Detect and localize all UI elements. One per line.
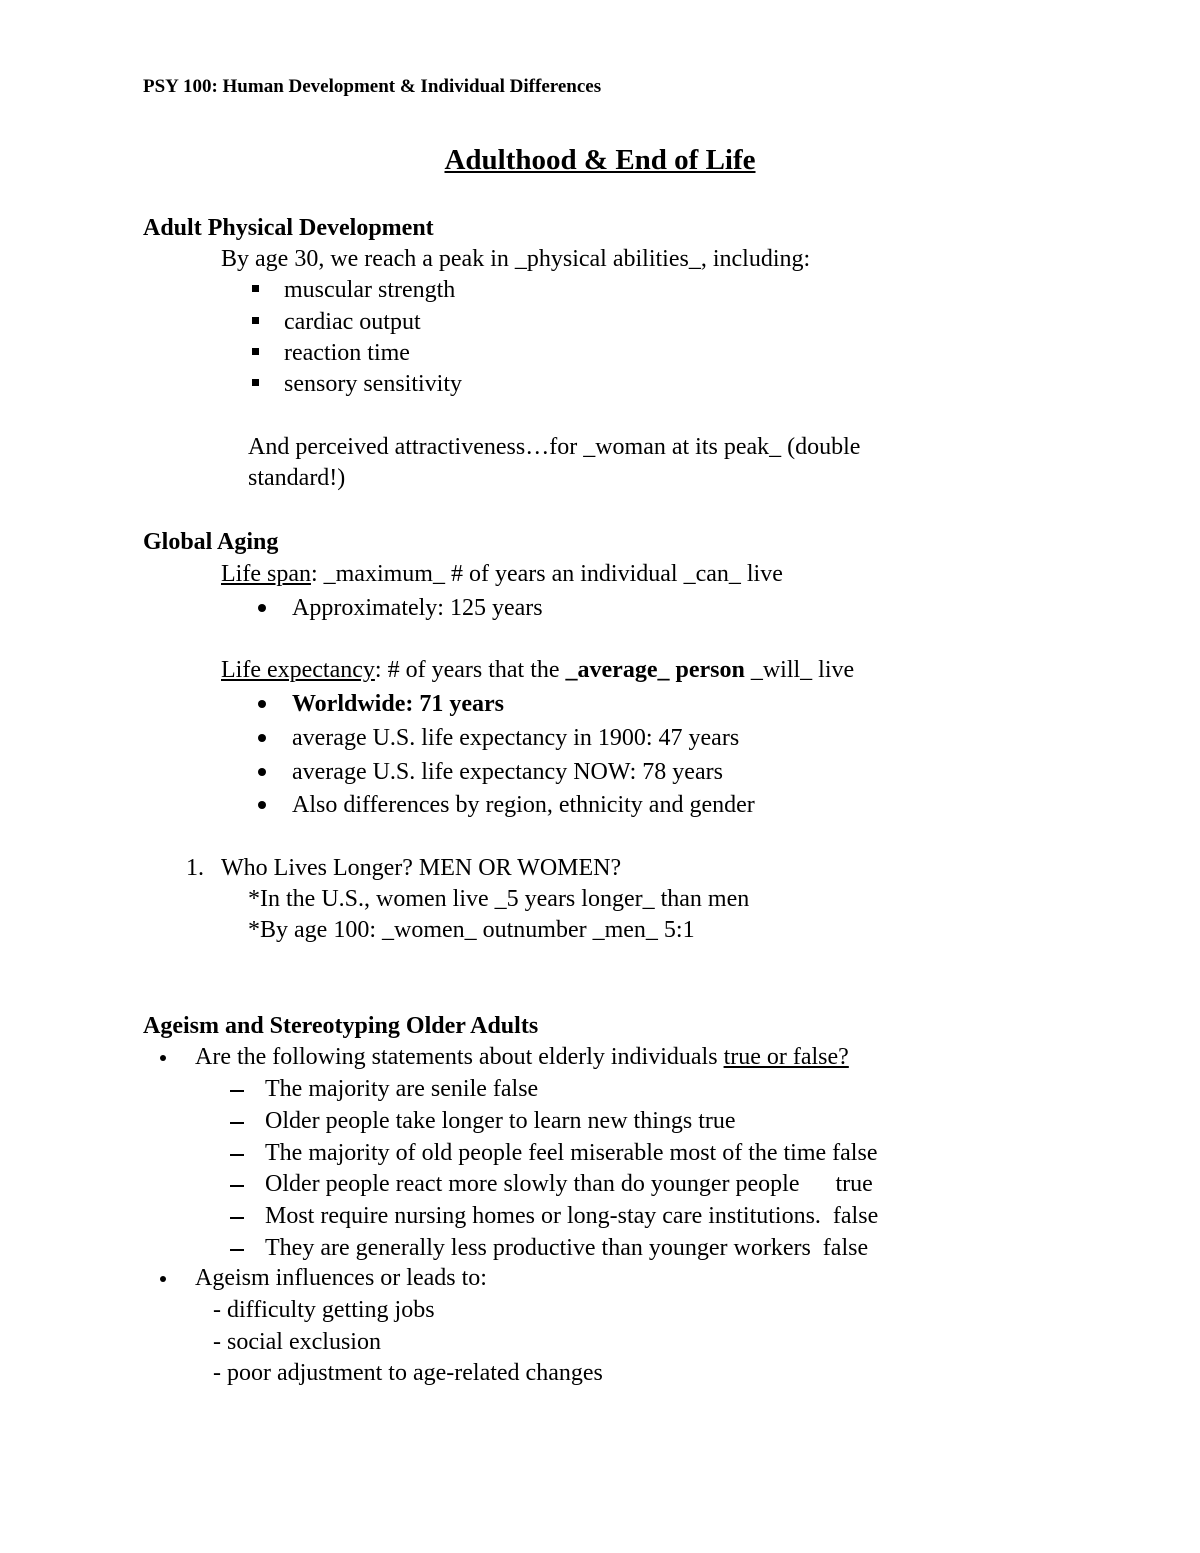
course-header: PSY 100: Human Development & Individual Differences bbox=[143, 76, 602, 97]
statement-item: Most require nursing homes or long-stay care institutions. false bbox=[265, 1203, 879, 1229]
expectancy-bold-text: _average_ person bbox=[565, 657, 745, 683]
square-bullet-icon bbox=[252, 379, 259, 386]
effect-item: - poor adjustment to age-related changes bbox=[213, 1360, 603, 1386]
physical-item: reaction time bbox=[284, 340, 410, 366]
ageism-question bbox=[195, 1042, 849, 1072]
expectancy-term: Life expectancy bbox=[221, 657, 375, 683]
physical-item: sensory sensitivity bbox=[284, 371, 462, 397]
bullet-dot-icon bbox=[258, 768, 266, 776]
bullet-dot-icon bbox=[258, 801, 266, 809]
question-number: 1. bbox=[186, 855, 204, 881]
expectancy-text: : # of years that the bbox=[374, 657, 566, 683]
lifespan-term: Life span bbox=[221, 561, 311, 587]
statement-item: Older people take longer to learn new things true bbox=[265, 1108, 736, 1134]
square-bullet-icon bbox=[252, 348, 259, 355]
true-or-false-text: true or false? bbox=[723, 1044, 849, 1070]
dash-bullet-icon bbox=[230, 1185, 244, 1187]
statement-item: The majority are senile false bbox=[265, 1076, 539, 1102]
lifespan-item: Approximately: 125 years bbox=[292, 595, 543, 621]
ageism-effects-intro: Ageism influences or leads to: bbox=[195, 1265, 487, 1291]
expectancy-item: average U.S. life expectancy NOW: 78 years bbox=[292, 759, 723, 785]
dash-bullet-icon bbox=[230, 1217, 244, 1219]
statement-item: They are generally less productive than younger workers false bbox=[265, 1235, 869, 1261]
expectancy-item: Also differences by region, ethnicity and gender bbox=[292, 792, 755, 818]
expectancy-item-worldwide: Worldwide: 71 years bbox=[292, 691, 504, 717]
answer-line: *In the U.S., women live _5 years longer_ than men bbox=[248, 886, 750, 912]
ageism-heading: Ageism and Stereotyping Older Adults bbox=[143, 1013, 539, 1039]
expectancy-text-end: _will_ live bbox=[744, 657, 855, 683]
attractiveness-note: And perceived attractiveness…for _woman at its peak_ (double bbox=[248, 434, 861, 460]
physical-intro: By age 30, we reach a peak in _physical abilities_, including: bbox=[221, 246, 811, 272]
square-bullet-icon bbox=[252, 285, 259, 292]
dash-bullet-icon bbox=[230, 1090, 244, 1092]
aging-heading: Global Aging bbox=[143, 529, 279, 555]
page-title: Adulthood & End of Life bbox=[444, 144, 756, 176]
bullet-dot-icon bbox=[258, 604, 266, 612]
effect-item: - difficulty getting jobs bbox=[213, 1297, 435, 1323]
expectancy-definition bbox=[221, 655, 854, 685]
statement-item: Older people react more slowly than do younger people true bbox=[265, 1171, 873, 1197]
effect-item: - social exclusion bbox=[213, 1329, 381, 1355]
attractiveness-note-cont: standard!) bbox=[248, 465, 346, 491]
bullet-dot-icon bbox=[258, 734, 266, 742]
square-bullet-icon bbox=[252, 317, 259, 324]
dash-bullet-icon bbox=[230, 1249, 244, 1251]
bullet-dot-icon bbox=[258, 700, 266, 708]
bullet-dot-icon bbox=[160, 1055, 166, 1061]
bullet-dot-icon bbox=[160, 1276, 166, 1282]
expectancy-item: average U.S. life expectancy in 1900: 47 years bbox=[292, 725, 740, 751]
lifespan-text: : _maximum_ # of years an individual _can_ live bbox=[310, 561, 783, 587]
physical-item: muscular strength bbox=[284, 277, 456, 303]
lifespan-definition bbox=[221, 559, 783, 589]
statement-item: The majority of old people feel miserable most of the time false bbox=[265, 1140, 878, 1166]
dash-bullet-icon bbox=[230, 1154, 244, 1156]
dash-bullet-icon bbox=[230, 1122, 244, 1124]
question-text: Who Lives Longer? MEN OR WOMEN? bbox=[221, 855, 622, 881]
ageism-question-text: Are the following statements about elderly individuals bbox=[195, 1044, 724, 1070]
answer-line: *By age 100: _women_ outnumber _men_ 5:1 bbox=[248, 917, 695, 943]
physical-item: cardiac output bbox=[284, 309, 421, 335]
physical-heading: Adult Physical Development bbox=[143, 215, 434, 241]
